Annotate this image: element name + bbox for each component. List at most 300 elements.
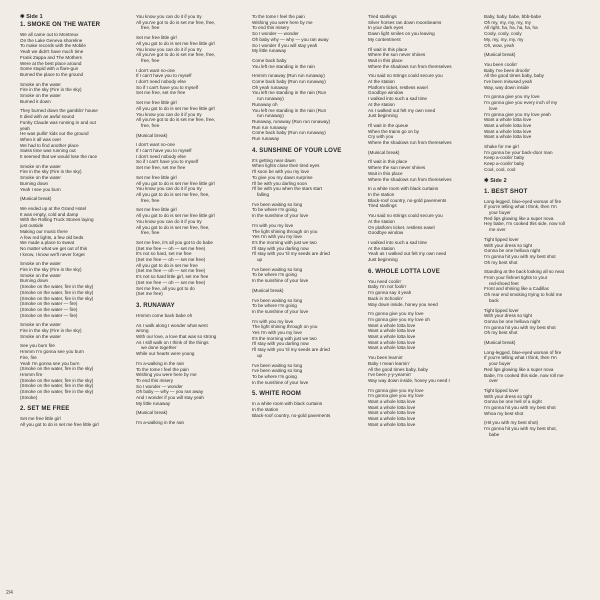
stanza bbox=[252, 363, 362, 386]
lyric-line: Want a whole lotta love bbox=[368, 399, 416, 405]
lyric-line: Gonna be one hell of a night bbox=[484, 399, 542, 405]
lyric-line: I know, I know we'll never forget bbox=[20, 251, 85, 257]
stanza bbox=[136, 175, 246, 204]
lyric-line: I'll be with you darling soon bbox=[252, 180, 308, 186]
lyric-line: Baby I'm not foolin' bbox=[368, 284, 407, 290]
stanza bbox=[20, 261, 130, 318]
stanza bbox=[136, 361, 246, 407]
lyric-line: Baby I've been droolin' bbox=[484, 67, 531, 73]
lyric-line: Burning down bbox=[20, 180, 49, 186]
lyric-line: (Hit you with my best shot) bbox=[484, 420, 539, 426]
lyric-line: love bbox=[489, 105, 498, 111]
lyric-line: I'm gonna give you every inch of my bbox=[484, 100, 558, 106]
lyric-line: Oh baby why — why — you ran away bbox=[252, 36, 329, 42]
lyric-line: Front and shining like a Cadillac bbox=[484, 286, 550, 292]
lyric-line: Set me free little girl bbox=[136, 207, 177, 213]
lyric-line: It's getting near dawn bbox=[252, 157, 296, 163]
lyric-line: just outside bbox=[20, 223, 44, 229]
lyric-line: You know you can do it if you try bbox=[136, 186, 202, 192]
lyric-line: I'll stay with you darling now bbox=[252, 245, 309, 251]
lyric-line: You left me standing in the rain (Run bbox=[252, 90, 327, 96]
lyric-line: Set me free little girl bbox=[136, 100, 177, 106]
lyric-line: Oh my best shot bbox=[484, 259, 518, 265]
lyric-line: With your dress so tight bbox=[484, 313, 532, 319]
lyric-line: You been learnin' bbox=[368, 355, 404, 361]
lyric-line: To end this misery bbox=[136, 377, 174, 383]
lyric-line: If I can't have you to myself bbox=[136, 73, 192, 79]
lyric-line: Runaway oh bbox=[252, 101, 278, 107]
lyric-line: I don't need nobody else bbox=[136, 153, 186, 159]
lyrics-column bbox=[136, 14, 246, 600]
lyric-line: My little runaway bbox=[136, 400, 171, 406]
lyric-line: Run run runaway bbox=[252, 124, 287, 130]
lyric-line: (Smoke) bbox=[20, 394, 38, 400]
stanza bbox=[252, 298, 362, 315]
stanza bbox=[484, 340, 594, 346]
lyric-line: (Smoke on the water, fire in the sky) bbox=[20, 289, 94, 295]
song-block bbox=[136, 14, 246, 297]
lyric-line: I'm with you my love bbox=[252, 318, 294, 324]
lyric-line: If you're telling what I think, then I'm bbox=[484, 204, 557, 210]
lyric-line: Fire in the sky (Fire in the sky) bbox=[20, 328, 82, 334]
lyric-line: Hmmm fire bbox=[20, 371, 43, 377]
song-block bbox=[252, 390, 362, 418]
stanza bbox=[484, 350, 594, 384]
lyric-line: If you're telling what I think, then I'm bbox=[484, 355, 557, 361]
lyric-line: Red lips glowing like a super nova bbox=[484, 366, 554, 372]
lyric-line: In the sunshine of your love bbox=[252, 379, 309, 385]
lyric-line: Want a whole lotta love bbox=[484, 117, 532, 123]
lyric-line: To make records with the Mobile bbox=[20, 43, 86, 49]
stanza bbox=[20, 82, 130, 105]
lyric-line: Smoke on the water bbox=[20, 333, 61, 339]
song-block bbox=[252, 147, 362, 386]
stanza bbox=[368, 388, 478, 428]
side-heading bbox=[484, 178, 594, 184]
stanza bbox=[136, 68, 246, 97]
lyric-line: (Set me free) bbox=[136, 291, 163, 297]
lyric-line: All you've got to do is set me free, free, bbox=[136, 52, 216, 58]
stanza bbox=[368, 240, 478, 263]
lyric-line: Fire in the sky (Fire in the sky) bbox=[20, 169, 82, 175]
lyric-line: We made a place to sweat bbox=[20, 240, 75, 246]
lyric-line: Making our music there bbox=[20, 228, 68, 234]
lyric-line: Back in Schoolin' bbox=[368, 295, 403, 301]
lyric-line: Black-roof country, no-gold pavements bbox=[368, 197, 447, 203]
lyric-line: So I wonder — wonder bbox=[252, 31, 299, 37]
lyric-line: All the good times baby, baby bbox=[368, 366, 428, 372]
lyric-line: I'm gonna give you my love bbox=[368, 387, 424, 393]
stanza bbox=[484, 269, 594, 303]
lyric-line: Oh yeah runaway bbox=[252, 84, 289, 90]
lyric-line: Want a whole lotta love bbox=[484, 122, 532, 128]
lyric-line: Frank Zappa and The Mothers bbox=[20, 54, 82, 60]
lyric-line: Just beginning bbox=[368, 257, 398, 263]
lyric-line: Where the shadows run from themselves bbox=[368, 63, 452, 69]
stanza bbox=[484, 420, 594, 437]
lyric-line: All you got to do is set me free, free, bbox=[136, 224, 210, 230]
stanza bbox=[484, 199, 594, 233]
lyric-line: Smoke on the water bbox=[20, 175, 61, 181]
stanza bbox=[20, 108, 130, 159]
lyric-line: All you got to do is set me free little girl bbox=[136, 213, 215, 219]
lyric-line: free, free bbox=[141, 197, 160, 203]
lyric-line: You know you can do it if you try bbox=[136, 14, 202, 19]
lyric-line: I'm gonna hit you with my best shot, bbox=[484, 426, 557, 432]
lyric-line: (Musical break) bbox=[484, 340, 516, 346]
stanza bbox=[368, 279, 478, 308]
lyric-line: In the sunshine of your love bbox=[252, 308, 309, 314]
lyric-line: Hmmm come back babe oh bbox=[136, 312, 193, 318]
lyric-line: Oh my best shot bbox=[484, 330, 518, 336]
stanza bbox=[136, 410, 246, 416]
lyric-line: Goodbye window bbox=[368, 230, 404, 236]
lyric-line: My little runaway bbox=[252, 48, 287, 54]
lyric-line: I'll stay with you darling now bbox=[252, 341, 309, 347]
lyric-line: I walked into such a sad time bbox=[368, 239, 427, 245]
lyric-line: You need coolin' bbox=[368, 278, 402, 284]
lyric-line: (Musical break) bbox=[136, 132, 168, 138]
lyric-line: Tight lipped lover bbox=[484, 236, 519, 242]
song-block bbox=[484, 178, 594, 438]
lyric-line: My, my, my, my, my bbox=[484, 36, 524, 42]
lyric-line: With your dress so tight bbox=[484, 242, 532, 248]
lyric-line: Wait in this place bbox=[368, 57, 403, 63]
lyric-line: I've been waiting so long bbox=[252, 297, 303, 303]
lyric-line: Some stupid with a flare-gun bbox=[20, 66, 79, 72]
lyric-line: Wishing you were here by me bbox=[252, 19, 313, 25]
lyric-line: Oh my, my, my, my, my bbox=[484, 19, 531, 25]
lyric-line: I don't want no-one bbox=[136, 142, 175, 148]
lyric-line: falling bbox=[257, 191, 270, 197]
lyric-line: At the station bbox=[368, 101, 395, 107]
lyric-line: Yes I'm with you my love bbox=[252, 330, 302, 336]
lyric-line: So I wonder — wonder bbox=[136, 383, 183, 389]
lyric-line: Shake for me girl bbox=[484, 144, 519, 150]
lyric-line: Want a whole lotta love bbox=[368, 421, 416, 427]
lyric-line: I'll stay with you 'til my seeds are dried bbox=[252, 347, 330, 353]
stanza bbox=[368, 123, 478, 146]
stanza bbox=[368, 150, 478, 156]
stanza bbox=[484, 94, 594, 140]
stanza bbox=[368, 159, 478, 182]
lyric-line: Yeah we didn't have much time bbox=[20, 49, 84, 55]
lyric-line: My contentment bbox=[368, 36, 401, 42]
lyric-line: I'm gonna give you my love bbox=[484, 94, 540, 100]
stanza bbox=[252, 158, 362, 198]
lyric-line: Hmmm runaway (Run run runaway) bbox=[252, 73, 325, 79]
lyric-line: I'm gonna be your back-door man bbox=[484, 149, 553, 155]
stanza bbox=[136, 240, 246, 297]
lyric-line: babe bbox=[489, 431, 500, 437]
lyric-line: All you got to do is set me free bbox=[136, 262, 198, 268]
lyric-line: With the Rolling Truck Stones laying bbox=[20, 217, 94, 223]
lyric-line: I'm gonna hit you with my best shot bbox=[484, 253, 556, 259]
lyric-line: Yes I'm with you my love bbox=[252, 234, 302, 240]
lyric-line: You said no strings could secure you bbox=[368, 213, 443, 219]
lyric-line: You been coolin' bbox=[484, 61, 518, 67]
lyric-line: And I wonder if you will stay yeah bbox=[136, 395, 204, 401]
lyric-line: You know you can do it if you try bbox=[136, 218, 202, 224]
lyric-line: Just beginning bbox=[368, 113, 398, 119]
stanza bbox=[484, 14, 594, 48]
lyric-line: We had to find another place bbox=[20, 142, 79, 148]
lyric-line: I've been waiting so long bbox=[252, 266, 303, 272]
lyric-line: Set me free little girl bbox=[136, 35, 177, 41]
stanza bbox=[252, 401, 362, 418]
song-title: 5. WHITE ROOM bbox=[252, 390, 302, 398]
lyric-line: So I wonder if you will stay yeah bbox=[252, 42, 318, 48]
lyric-line: If I can't have you to myself bbox=[136, 148, 192, 154]
lyric-line: To be where I'm going bbox=[252, 207, 297, 213]
song-title: 1. BEST SHOT bbox=[484, 187, 528, 195]
lyric-line: See you burn fire bbox=[20, 343, 55, 349]
lyric-line: The light shining through on you bbox=[252, 228, 318, 234]
lyric-line: Tired starlings bbox=[368, 14, 397, 19]
lyric-line: I've been y-y-yearnin' bbox=[368, 372, 412, 378]
lyric-line: I'll wait in this place bbox=[368, 46, 408, 52]
lyric-line: In the sunshine of your love bbox=[252, 278, 309, 284]
lyric-line: On the Lake Geneva shoreline bbox=[20, 37, 83, 43]
song-block bbox=[368, 268, 478, 428]
lyric-line: I'm a-walking in the rain bbox=[136, 360, 185, 366]
lyric-line: I walked into such a sad time bbox=[368, 96, 427, 102]
lyric-line: Wait in this place bbox=[368, 170, 403, 176]
lyric-line: It was empty, cold and damp bbox=[20, 211, 79, 217]
lyric-line: It seemed that we would lose the race bbox=[20, 154, 98, 160]
lyric-line: All you've got to do is set me free, free, bbox=[136, 19, 216, 25]
lyric-line: All the good times baby, baby bbox=[484, 73, 544, 79]
stanza bbox=[484, 308, 594, 337]
stanza bbox=[20, 164, 130, 193]
lyric-line: (Smoke on the water, fire in the sky) bbox=[20, 366, 94, 372]
lyric-line: Whoa my best shot bbox=[484, 410, 524, 416]
lyric-line: Smoke on the water bbox=[20, 261, 61, 267]
lyric-line: Want a whole lotta love bbox=[368, 322, 416, 328]
lyric-line: Gonna be one helluva night bbox=[484, 248, 541, 254]
lyric-line: You left me standing in the rain (Run bbox=[252, 107, 327, 113]
lyric-line: Tight lipped lover bbox=[484, 387, 519, 393]
lyric-line: Burned it down bbox=[20, 98, 51, 104]
lyric-line: Yeah I'm gonna see you burn bbox=[20, 360, 80, 366]
lyric-line: So if I can't have you to myself bbox=[136, 159, 199, 165]
stanza bbox=[368, 213, 478, 236]
lyric-line: You know you can do it if you try bbox=[136, 46, 202, 52]
lyric-line: Fire, fire bbox=[20, 354, 37, 360]
stanza bbox=[368, 47, 478, 70]
lyric-line: Come back baby (Run run runaway) bbox=[252, 130, 326, 136]
lyric-line: All you got to do is set me free little girl bbox=[20, 422, 99, 428]
lyric-line: Oh, wow, yeah bbox=[484, 42, 515, 48]
lyric-line: I'm gonna hit you with my best shot bbox=[484, 324, 556, 330]
lyric-line: (Musical break) bbox=[136, 410, 168, 416]
lyric-line: It's not so hard, set me free bbox=[136, 251, 192, 257]
lyric-line: over bbox=[489, 378, 498, 384]
lyric-line: All you've got to do is set me free, free, bbox=[136, 117, 216, 123]
lyric-line: I've been waiting so long bbox=[252, 201, 303, 207]
lyric-line: Want a whole lotta love bbox=[368, 416, 416, 422]
lyric-line: To be where I'm going bbox=[252, 303, 297, 309]
stanza bbox=[20, 416, 130, 427]
lyric-line: (Musical break) bbox=[484, 52, 516, 58]
lyric-line: To the tome I feel the pain bbox=[252, 14, 305, 19]
side-label: Side 1 bbox=[26, 14, 43, 20]
lyric-line: All you got to do is set me free little girl bbox=[136, 40, 215, 46]
lyric-line: Want a whole lotta love bbox=[368, 410, 416, 416]
lyric-line: Where the shadows run from themselves bbox=[368, 176, 452, 182]
lyric-line: your buyer bbox=[489, 209, 511, 215]
lyric-line: Oh rear end smoking trying to hold me bbox=[484, 292, 563, 298]
lyric-line: To end this misery bbox=[252, 25, 290, 31]
lyric-line: red-shoed feet bbox=[489, 280, 519, 286]
stanza bbox=[20, 32, 130, 78]
lyric-line: I don't want no-one bbox=[136, 67, 175, 73]
lyric-line: It's the morning with just we two bbox=[252, 239, 317, 245]
lyric-line: It's the morning with just we two bbox=[252, 335, 317, 341]
lyric-line: Smoke on the water bbox=[20, 322, 61, 328]
lyric-line: Long-legged, blue-eyed woman of fire bbox=[484, 198, 562, 204]
stanza bbox=[252, 319, 362, 359]
lyric-line: (Smoke on the water, fire in the sky) bbox=[20, 284, 94, 290]
lyric-line: I've been waiting so long bbox=[252, 368, 303, 374]
lyric-line: With our love, a love that was so strong bbox=[136, 334, 217, 340]
lyric-line: Platform ticket, restless easel bbox=[368, 84, 428, 90]
stanza bbox=[368, 355, 478, 384]
lyric-line: You know you can do it if you try bbox=[136, 111, 202, 117]
lyric-line: Want a whole lotta love bbox=[368, 339, 416, 345]
lyric-line: Silver horses ran down moonbeams bbox=[368, 19, 442, 25]
lyric-line: Yeah I see you burn bbox=[20, 186, 61, 192]
lyric-line: Way way down inside, honey you need I bbox=[368, 377, 450, 383]
lyric-line: I'll be with you when the stars start bbox=[252, 186, 323, 192]
lyric-line: Were at the best place around bbox=[20, 60, 82, 66]
lyric-line: we done together bbox=[141, 345, 177, 351]
stanza bbox=[20, 196, 130, 202]
song-block bbox=[368, 14, 478, 263]
lyric-line: wrong bbox=[136, 328, 149, 334]
lyric-line: (Smoke on the water — fire) bbox=[20, 312, 78, 318]
lyric-line: (Set me free — oh — set me free) bbox=[136, 279, 206, 285]
lyric-line: (Musical break) bbox=[368, 149, 400, 155]
lyric-line: Swiss time was running out bbox=[20, 148, 76, 154]
lyric-line: Want a whole lotta love bbox=[368, 404, 416, 410]
lyric-line: back bbox=[489, 297, 499, 303]
stanza bbox=[136, 313, 246, 319]
lyric-line: me over bbox=[489, 227, 506, 233]
asterisk-icon: ✱ bbox=[20, 14, 27, 20]
lyric-line: yeah bbox=[20, 125, 30, 131]
lyrics-column bbox=[20, 14, 130, 600]
stanza bbox=[136, 420, 246, 426]
song-block bbox=[20, 405, 130, 427]
lyric-line: run runaway) bbox=[257, 113, 284, 119]
lyric-line: In a white room with black curtains bbox=[252, 401, 323, 407]
lyric-line: In the station bbox=[368, 191, 395, 197]
lyric-line: (Musical break) bbox=[20, 196, 52, 202]
lyric-line: Cool, cool, cool bbox=[484, 166, 516, 172]
lyric-line: Come back baby bbox=[252, 57, 287, 63]
lyric-line: We all came out to Montreux bbox=[20, 32, 79, 37]
lyric-line: Oh baby — why — you ran away bbox=[136, 389, 204, 395]
lyric-line: I'm gonna give you my love yeah bbox=[484, 111, 551, 117]
lyric-line: I've been misused yeah bbox=[484, 79, 533, 85]
lyric-line: Burned the place to the ground bbox=[20, 71, 84, 77]
lyric-line: Gonna be one helluva night bbox=[484, 318, 541, 324]
lyric-line: (Smoke on the water, fire in the sky) bbox=[20, 377, 94, 383]
lyric-line: I don't need nobody else bbox=[136, 79, 186, 85]
lyrics-column bbox=[252, 14, 362, 600]
lyric-line: I'll wait in the queue bbox=[368, 122, 409, 128]
lyric-line: your buyer bbox=[489, 361, 511, 367]
stanza bbox=[252, 58, 362, 69]
lyric-line: When lights close their tired eyes bbox=[252, 163, 320, 169]
lyric-line: In your dark eyes bbox=[368, 25, 404, 31]
stanza bbox=[136, 207, 246, 236]
lyric-line: I'll stay with you 'til my seeds are dried bbox=[252, 251, 330, 257]
stanza bbox=[136, 100, 246, 129]
lyric-line: In the sunshine of your love bbox=[252, 213, 309, 219]
lyric-line: Want a whole lotta love bbox=[368, 345, 416, 351]
lyric-line: A few red lights, a few old beds bbox=[20, 234, 84, 240]
lyric-line: Set me free, all you got to do bbox=[136, 285, 195, 291]
lyric-line: When the trains go on by bbox=[368, 128, 420, 134]
stanza bbox=[484, 62, 594, 91]
lyric-line: Come back baby (Run run runaway) bbox=[252, 79, 326, 85]
stanza bbox=[484, 52, 594, 58]
stanza bbox=[484, 144, 594, 173]
stanza bbox=[20, 206, 130, 257]
stanza bbox=[20, 343, 130, 400]
stanza bbox=[252, 223, 362, 263]
lyric-line: All you got to do is set me free, free, bbox=[136, 191, 210, 197]
stanza bbox=[368, 73, 478, 119]
stanza bbox=[484, 388, 594, 417]
stanza bbox=[136, 14, 246, 31]
lyric-line: I'm gonna give you my love bbox=[368, 311, 424, 317]
lyric-line: As I walked out felt my own need bbox=[368, 107, 436, 113]
lyric-line: (Smoke on the water, fire in the sky) bbox=[20, 389, 94, 395]
lyric-line: To the tome I feel the pain bbox=[136, 366, 189, 372]
lyric-line: Baby I mean learnin' bbox=[368, 360, 410, 366]
lyric-line: In a white room with black curtains bbox=[368, 186, 439, 192]
lyric-line: He was pullin' kids out the ground bbox=[20, 131, 89, 137]
lyric-line: (Set me free — oh — set me free) bbox=[136, 268, 206, 274]
lyric-line: Wishing you were here by me bbox=[136, 372, 197, 378]
lyric-line: (Set me free — oh — set me free) bbox=[136, 245, 206, 251]
lyric-line: As I still walk on I think of the things bbox=[136, 339, 209, 345]
page-number: 2/4 bbox=[6, 590, 13, 596]
lyric-line: Set me free, it's all you got to do babe bbox=[136, 239, 213, 245]
lyric-line: You said no strings could secure you bbox=[368, 73, 443, 79]
lyric-line: Smoke on the water bbox=[20, 272, 61, 278]
lyric-line: With your dress so tight bbox=[484, 393, 532, 399]
song-block bbox=[484, 14, 594, 173]
lyric-line: up bbox=[257, 352, 263, 358]
song-title: 1. SMOKE ON THE WATER bbox=[20, 21, 101, 28]
lyric-line: run runaway) bbox=[257, 96, 284, 102]
lyric-line: Baby, baby, babe, bbb-babe bbox=[484, 14, 542, 19]
lyric-line: Where the sun never shines bbox=[368, 165, 426, 171]
lyric-line: All right, ha, ha, ha, ha, ha bbox=[484, 25, 538, 31]
lyric-line: Fire in the sky (Fire in the sky) bbox=[20, 87, 82, 93]
lyric-line: Run runaway bbox=[252, 136, 280, 142]
lyric-line: As I walk along I wonder what went bbox=[136, 322, 208, 328]
lyric-line: Want a whole lotta love bbox=[368, 334, 416, 340]
lyric-line: I'm gonna hit you with my best shot bbox=[484, 405, 556, 411]
lyric-line: Smoke on the water bbox=[20, 163, 61, 169]
lyric-line: Set me free little girl bbox=[136, 174, 177, 180]
lyric-line: Cry with you bbox=[368, 134, 394, 140]
